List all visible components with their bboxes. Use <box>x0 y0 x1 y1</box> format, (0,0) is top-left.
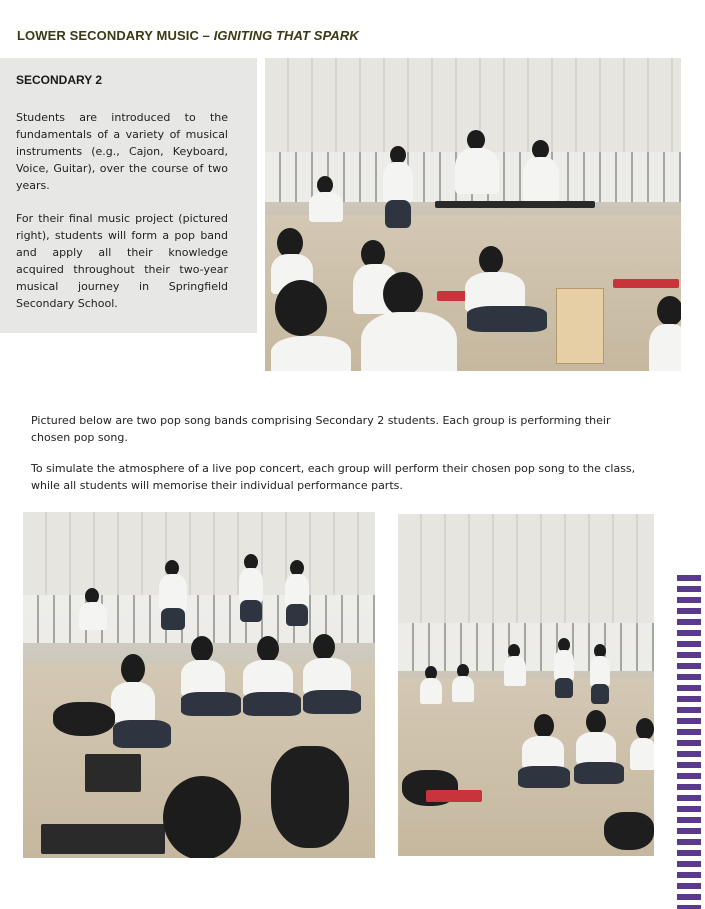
photo-pop-band-left <box>23 512 375 858</box>
cajon-drum <box>556 288 604 364</box>
body-paragraph-1: Pictured below are two pop song bands comprising Secondary 2 students. Each group is performing their chosen pop song. <box>31 414 611 444</box>
heading-italic: IGNITING THAT SPARK <box>213 28 359 43</box>
photo-pop-band-right <box>398 514 654 856</box>
red-keyboard <box>426 790 482 802</box>
secondary-2-panel <box>0 58 257 333</box>
heading-main: LOWER SECONDARY MUSIC – <box>17 28 214 43</box>
page-heading <box>17 28 359 43</box>
body-paragraph-2: To simulate the atmosphere of a live pop concert, each group will perform their chosen pop song to the class, while all students will memorise their individual performance parts. <box>31 462 636 492</box>
section-title: SECONDARY 2 <box>16 73 103 87</box>
laptop <box>85 754 141 792</box>
keyboard-stand <box>435 201 595 208</box>
black-keyboard <box>41 824 165 854</box>
guitar-bag-right <box>604 812 654 850</box>
sidebar-paragraph-1: Students are introduced to the fundamentals of a variety of musical instruments (e.g., Cajon, Keyboard, Voice, Guitar), over the course of two years. <box>16 111 228 192</box>
guitar-bag-left <box>53 702 115 736</box>
decorative-stripes <box>677 575 701 909</box>
red-keyboard-right <box>613 279 679 288</box>
photo-pop-band-top <box>265 58 681 371</box>
sidebar-paragraph-2: For their final music project (pictured right), students will form a pop band and apply all their knowledge acquired throughout their two-year musical journey in Springfield Secondary School. <box>16 212 228 310</box>
guitar-bag-right <box>271 746 349 848</box>
